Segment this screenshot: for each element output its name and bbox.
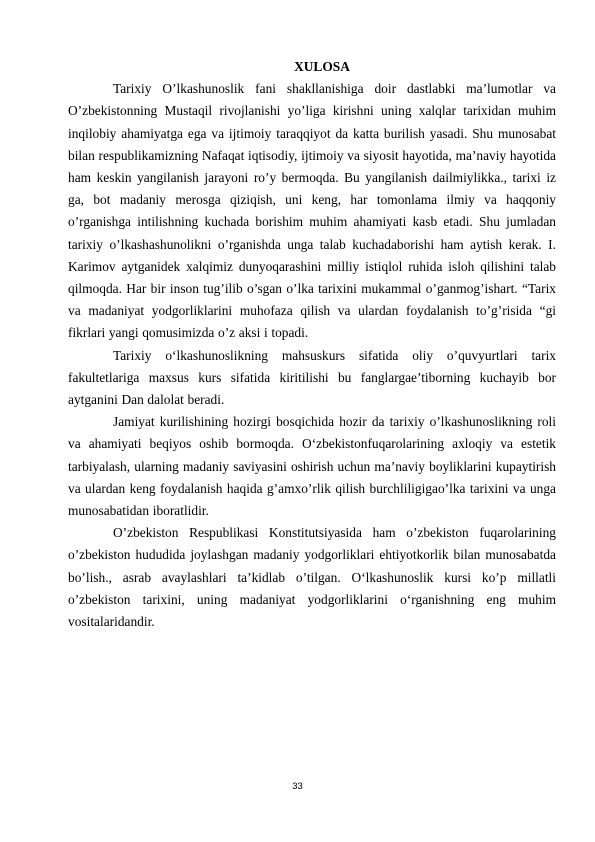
paragraph-4: O’zbekiston Respublikasi Konstitutsiyasida ham o’zbekiston fuqarolarining o’zbekiston hududida joylashgan madaniy yodgorliklari ehtiyotkorlik bilan munosabatda bo’lish., asrab avaylashlari ta’kidlab o’tilgan. O‘lkashunoslik kursi ko’p millatli o’zbekiston tarixini, uning madaniyat yodgorliklarini o‘rganishning eng muhim vositalaridandir. (68, 525, 556, 630)
page-number: 33 (292, 781, 303, 792)
paragraph-1: Tarixiy O’lkashunoslik fani shakllanishiga doir dastlabki ma’lumotlar va O’zbekistonning Mustaqil rivojlanishi yo’liga kirishni uning xalqlar tarixidan muhim inqilobiy ahamiyatga ega va ijtimoiy taraqqiyot da katta burilish yasadi. Shu munosabat bilan respublikamizning Nafaqat iqtisodiy, ijtimoiy va siyosit hayotida, ma’naviy hayotida ham keskin yangilanish jarayoni ro’y bermoqda. Bu yangilanish dailmiylikka., tarixi iz ga, bot madaniy merosga qiziqish, uni keng, har tomonlama ilmiy va haqqoniy o’rganishga intilishning kuchada borishim muhim ahamiyati kasb etadi. Shu jumladan tarixiy o’lkashashunolikni o’rganishda unga talab kuchadaborishi ham aytish kerak. I. Karimov aytganidek xalqimiz dunyoqarashini milliy istiqlol ruhida isloh qilishini talab qilmoqda. Har bir inson tug’ilib o’sgan o’lka tarixini mukammal o’ganmog’ishart. “Tarix va madaniyat yodgorliklarini muhofaza qilish va ulardan foydalanish to’g’risida “gi fikrlari yangi qomusimizda o’z aksi i topadi. (68, 81, 556, 341)
document-body (68, 56, 556, 633)
page-title: XULOSA (294, 59, 350, 74)
paragraph-3: Jamiyat kurilishining hozirgi bosqichida hozir da tarixiy o’lkashunoslikning roli va ahamiyati beqiyos oshib bormoqda. O‘zbekistonfuqarolarining axloqiy va estetik tarbiyalash, ularning madaniy saviyasini oshirish uchun ma’naviy boyliklarini kupaytirish va ulardan keng foydalanish haqida g’amxo’rlik qilish burchliligigao’lka tarixini va unga munosabatidan iboratlidir. (68, 414, 556, 519)
paragraph-2: Tarixiy o‘lkashunoslikning mahsuskurs sifatida oliy o’quvyurtlari tarix fakultetlariga maxsus kurs sifatida kiritilishi bu fanglargae’tiborning kuchayib bor aytganini Dan dalolat beradi. (68, 347, 556, 408)
